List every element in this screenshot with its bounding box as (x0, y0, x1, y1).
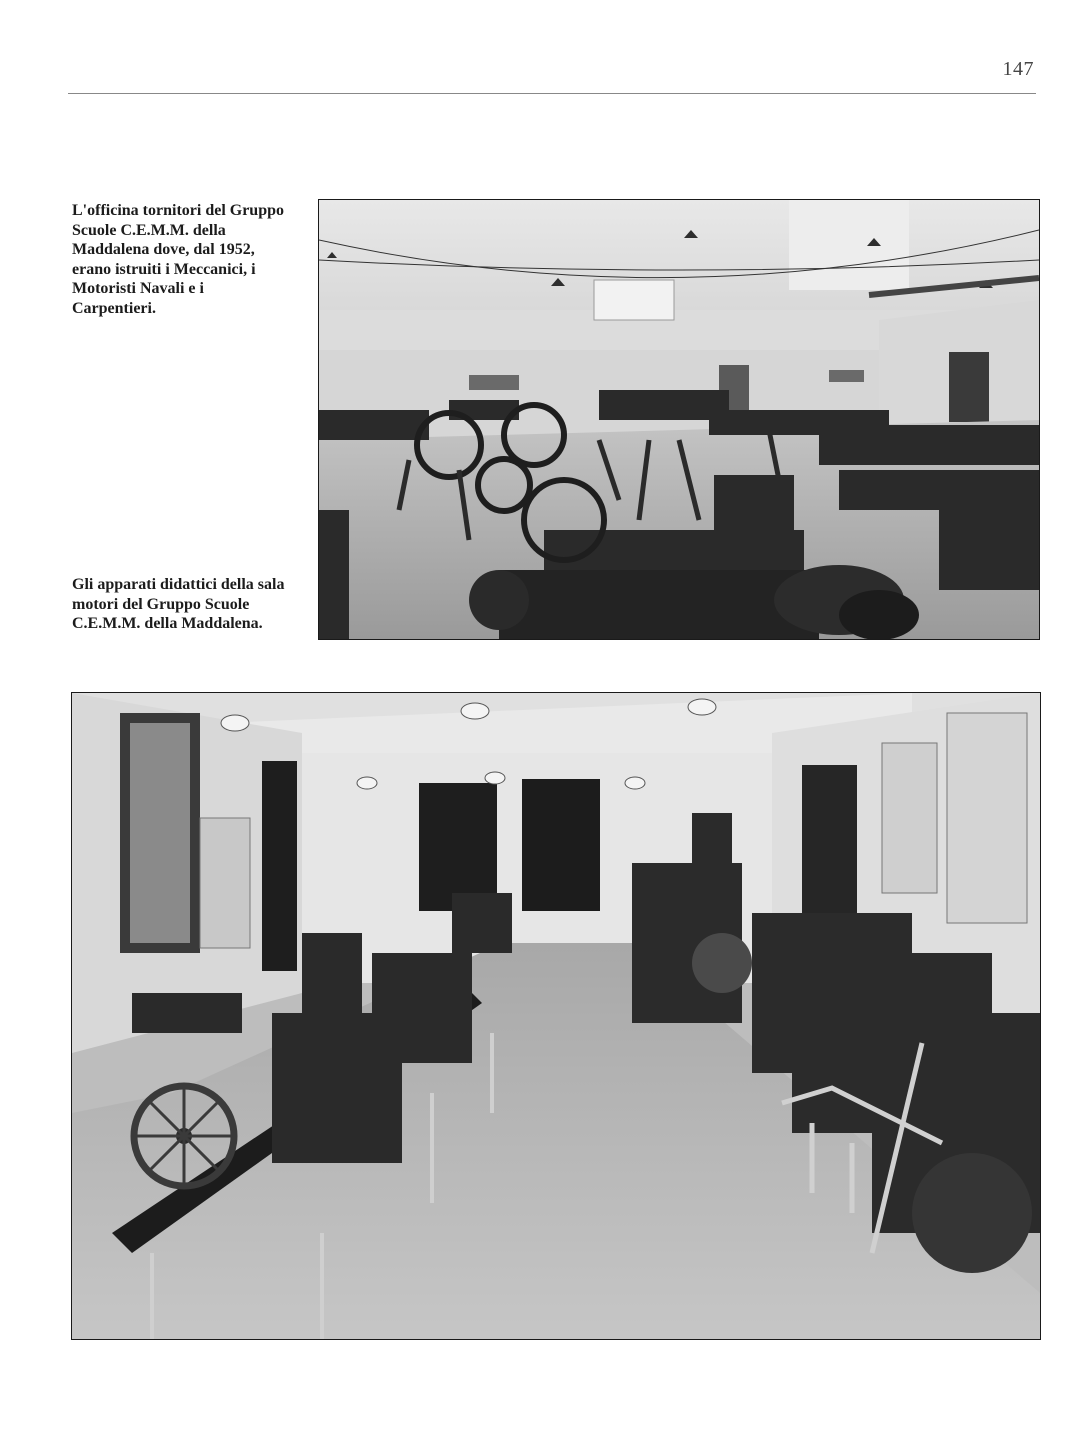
page-number: 147 (1002, 58, 1034, 80)
caption-engine-room: Gli apparati didattici della sala motori del Gruppo Scuole C.E.M.M. della Maddalena. (72, 576, 285, 632)
photo-lathe-workshop-image (319, 200, 1039, 639)
photo-engine-room-image (72, 693, 1040, 1339)
caption-workshop: L'officina tornitori del Gruppo Scuole C.E.M.M. della Maddalena dove, dal 1952, erano istruiti i Meccanici, i Motoristi Navali e i Carpentieri. (72, 202, 284, 317)
photo-engine-room (71, 692, 1041, 1340)
photo-lathe-workshop (318, 199, 1040, 640)
header-rule (68, 93, 1036, 94)
